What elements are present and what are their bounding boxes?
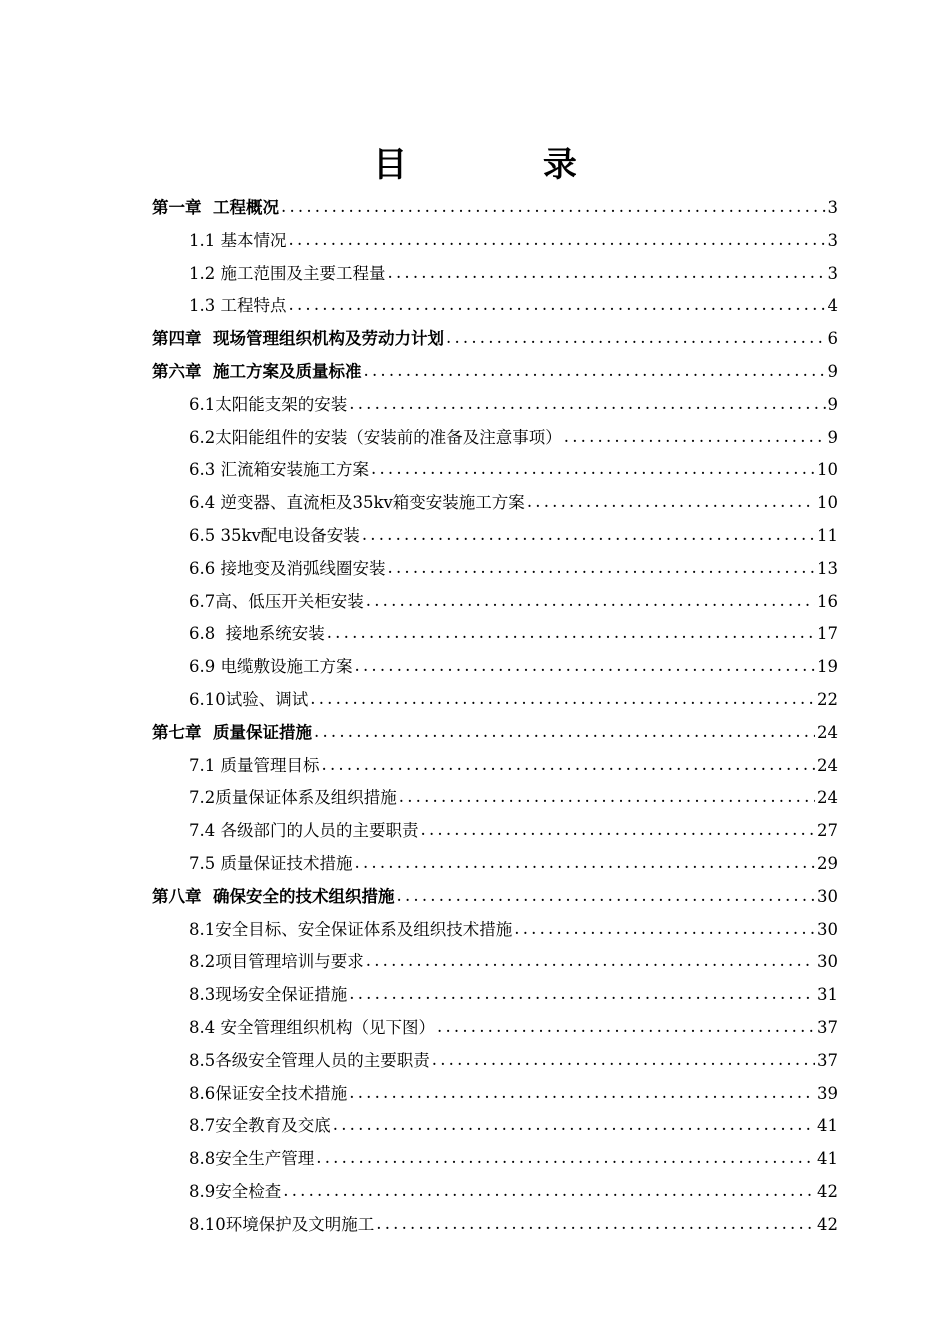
toc-page-number: 42 xyxy=(817,1181,838,1201)
toc-dot-leader xyxy=(514,913,815,946)
toc-dot-leader xyxy=(376,1208,815,1241)
toc-dot-leader xyxy=(310,683,815,716)
toc-section-entry[interactable] xyxy=(152,750,838,783)
toc-entry-label: 8.4 安全管理组织机构（见下图） xyxy=(189,1017,435,1037)
toc-entry-label: 8.2项目管理培训与要求 xyxy=(189,952,364,972)
toc-entry-label: 7.4 各级部门的人员的主要职责 xyxy=(189,821,419,841)
toc-entry-label: 8.10环境保护及文明施工 xyxy=(189,1214,375,1234)
toc-section-entry[interactable] xyxy=(152,422,838,455)
toc-dot-leader xyxy=(397,880,816,913)
toc-section-entry[interactable] xyxy=(152,1110,838,1143)
toc-dot-leader xyxy=(371,453,815,486)
toc-dot-leader xyxy=(366,945,815,978)
toc-page-number: 39 xyxy=(817,1083,838,1103)
toc-dot-leader xyxy=(349,1077,815,1110)
toc-page-number: 24 xyxy=(817,755,838,775)
toc-section-entry[interactable] xyxy=(152,1176,838,1209)
toc-section-entry[interactable] xyxy=(152,454,838,487)
toc-entry-label: 6.1太阳能支架的安装 xyxy=(189,394,348,414)
toc-section-entry[interactable] xyxy=(152,290,838,323)
toc-entry-label: 8.9安全检查 xyxy=(189,1181,282,1201)
toc-section-entry[interactable] xyxy=(152,1012,838,1045)
toc-entry-label: 6.3 汇流箱安装施工方案 xyxy=(189,460,369,480)
toc-section-entry[interactable] xyxy=(152,684,838,717)
toc-title: 目 录 xyxy=(373,145,639,185)
toc-chapter-entry[interactable] xyxy=(152,323,838,356)
toc-dot-leader xyxy=(364,355,826,388)
toc-page-number: 24 xyxy=(817,788,838,808)
toc-entry-label: 6.8 接地系统安装 xyxy=(189,624,325,644)
toc-section-entry[interactable] xyxy=(152,782,838,815)
toc-dot-leader xyxy=(281,191,826,224)
toc-dot-leader xyxy=(421,814,816,847)
toc-entry-label: 6.5 35kv配电设备安装 xyxy=(189,525,360,545)
toc-dot-leader xyxy=(283,1175,815,1208)
toc-section-entry[interactable] xyxy=(152,815,838,848)
toc-entry-label: 8.8安全生产管理 xyxy=(189,1149,315,1169)
toc-entry-label: 8.6保证安全技术措施 xyxy=(189,1083,348,1103)
toc-section-entry[interactable] xyxy=(152,848,838,881)
toc-entry-label: 8.1安全目标、安全保证体系及组织技术措施 xyxy=(189,919,513,939)
toc-chapter-entry[interactable] xyxy=(152,192,838,225)
toc-page-number: 22 xyxy=(817,689,838,709)
toc-page-number: 4 xyxy=(827,296,838,316)
toc-dot-leader xyxy=(322,749,816,782)
toc-entry-label: 第六章 施工方案及质量标准 xyxy=(152,361,362,381)
toc-chapter-entry[interactable] xyxy=(152,356,838,389)
toc-page-number: 42 xyxy=(817,1214,838,1234)
toc-section-entry[interactable] xyxy=(152,586,838,619)
toc-page-number: 10 xyxy=(817,493,838,513)
toc-dot-leader xyxy=(388,552,816,585)
toc-entry-label: 7.5 质量保证技术措施 xyxy=(189,853,353,873)
toc-dot-leader xyxy=(333,1109,815,1142)
toc-page-number: 24 xyxy=(817,722,838,742)
toc-page-number: 11 xyxy=(817,525,838,545)
toc-entry-label: 8.7安全教育及交底 xyxy=(189,1116,331,1136)
toc-page-number: 30 xyxy=(817,919,838,939)
toc-page-number: 9 xyxy=(827,394,838,414)
toc-page-number: 41 xyxy=(817,1116,838,1136)
toc-dot-leader xyxy=(289,224,826,257)
toc-page-number: 17 xyxy=(817,624,838,644)
toc-page-number: 16 xyxy=(817,591,838,611)
toc-page-number: 9 xyxy=(827,427,838,447)
toc-dot-leader xyxy=(314,716,815,749)
toc-entry-label: 1.1 基本情况 xyxy=(189,230,287,250)
table-of-contents xyxy=(152,192,838,1242)
toc-entry-label: 7.1 质量管理目标 xyxy=(189,755,320,775)
toc-dot-leader xyxy=(564,421,826,454)
toc-dot-leader xyxy=(327,617,815,650)
toc-page-number: 30 xyxy=(817,886,838,906)
toc-page-number: 3 xyxy=(827,230,838,250)
toc-entry-label: 6.4 逆变器、直流柜及35kv箱变安装施工方案 xyxy=(189,493,525,513)
toc-section-entry[interactable] xyxy=(152,1078,838,1111)
toc-section-entry[interactable] xyxy=(152,651,838,684)
toc-section-entry[interactable] xyxy=(152,520,838,553)
toc-section-entry[interactable] xyxy=(152,914,838,947)
toc-entry-label: 6.7高、低压开关柜安装 xyxy=(189,591,364,611)
toc-entry-label: 第八章 确保安全的技术组织措施 xyxy=(152,886,395,906)
toc-entry-label: 1.3 工程特点 xyxy=(189,296,287,316)
toc-entry-label: 第四章 现场管理组织机构及劳动力计划 xyxy=(152,329,444,349)
toc-dot-leader xyxy=(289,289,826,322)
toc-page-number: 9 xyxy=(827,361,838,381)
toc-page-number: 37 xyxy=(817,1017,838,1037)
toc-entry-label: 8.5各级安全管理人员的主要职责 xyxy=(189,1050,430,1070)
toc-entry-label: 7.2质量保证体系及组织措施 xyxy=(189,788,397,808)
toc-page-number: 37 xyxy=(817,1050,838,1070)
toc-chapter-entry[interactable] xyxy=(152,881,838,914)
toc-page-number: 3 xyxy=(827,263,838,283)
toc-dot-leader xyxy=(362,519,815,552)
toc-chapter-entry[interactable] xyxy=(152,717,838,750)
toc-dot-leader xyxy=(446,322,826,355)
toc-dot-leader xyxy=(355,847,816,880)
toc-page-number: 6 xyxy=(827,329,838,349)
toc-dot-leader xyxy=(388,257,826,290)
toc-entry-label: 6.9 电缆敷设施工方案 xyxy=(189,657,353,677)
toc-section-entry[interactable] xyxy=(152,618,838,651)
toc-dot-leader xyxy=(437,1011,815,1044)
toc-dot-leader xyxy=(349,978,815,1011)
toc-dot-leader xyxy=(366,585,815,618)
toc-section-entry[interactable] xyxy=(152,487,838,520)
toc-entry-label: 6.2太阳能组件的安装（安装前的准备及注意事项） xyxy=(189,427,562,447)
toc-section-entry[interactable] xyxy=(152,1045,838,1078)
toc-section-entry[interactable] xyxy=(152,979,838,1012)
toc-entry-label: 第七章 质量保证措施 xyxy=(152,722,312,742)
toc-section-entry[interactable] xyxy=(152,946,838,979)
toc-page-number: 30 xyxy=(817,952,838,972)
toc-section-entry[interactable] xyxy=(152,389,838,422)
toc-dot-leader xyxy=(527,486,815,519)
toc-page-number: 29 xyxy=(817,853,838,873)
toc-dot-leader xyxy=(316,1142,815,1175)
toc-entry-label: 6.6 接地变及消弧线圈安装 xyxy=(189,558,386,578)
toc-entry-label: 8.3现场安全保证措施 xyxy=(189,985,348,1005)
toc-dot-leader xyxy=(399,781,815,814)
toc-entry-label: 6.10试验、调试 xyxy=(189,689,309,709)
toc-section-entry[interactable] xyxy=(152,553,838,586)
toc-dot-leader xyxy=(349,388,825,421)
toc-section-entry[interactable] xyxy=(152,1143,838,1176)
toc-section-entry[interactable] xyxy=(152,1209,838,1242)
toc-page-number: 10 xyxy=(817,460,838,480)
toc-page-number: 3 xyxy=(827,198,838,217)
toc-page-number: 19 xyxy=(817,657,838,677)
toc-entry-label: 1.2 施工范围及主要工程量 xyxy=(189,263,386,283)
toc-section-entry[interactable] xyxy=(152,258,838,291)
toc-page-number: 31 xyxy=(817,985,838,1005)
toc-section-entry[interactable] xyxy=(152,225,838,258)
toc-dot-leader xyxy=(432,1044,815,1077)
toc-page-number: 41 xyxy=(817,1149,838,1169)
toc-entry-label: 第一章 工程概况 xyxy=(152,198,279,217)
toc-page-number: 13 xyxy=(817,558,838,578)
toc-page-number: 27 xyxy=(817,821,838,841)
toc-dot-leader xyxy=(355,650,816,683)
